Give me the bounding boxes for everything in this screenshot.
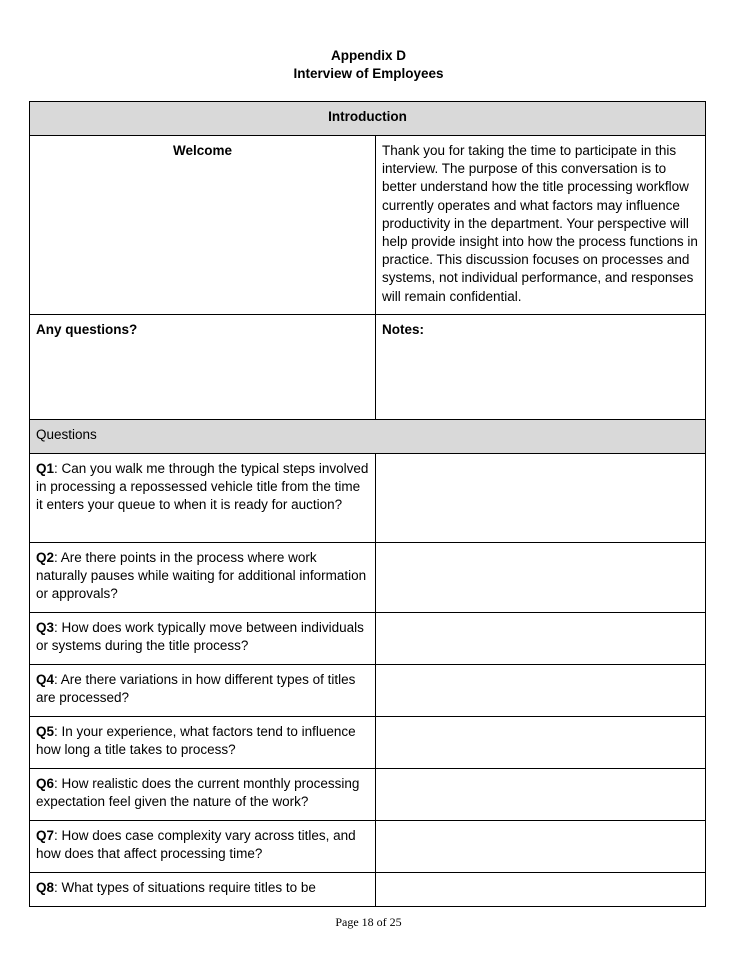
question-row bbox=[30, 769, 706, 821]
answer-cell[interactable] bbox=[376, 665, 706, 717]
question-id: Q7 bbox=[36, 828, 55, 843]
question-row bbox=[30, 717, 706, 769]
answer-cell[interactable] bbox=[376, 873, 706, 907]
document-title: Interview of Employees bbox=[293, 66, 444, 81]
question-row bbox=[30, 873, 706, 907]
question-text: : Are there points in the process where work naturally pauses while waiting for additional information or approvals? bbox=[36, 550, 367, 602]
appendix-label: Appendix D bbox=[330, 48, 406, 63]
question-cell bbox=[30, 613, 376, 665]
welcome-row bbox=[30, 136, 706, 315]
welcome-label: Welcome bbox=[30, 136, 376, 315]
question-text: : Are there variations in how different types of titles are processed? bbox=[36, 672, 356, 706]
introduction-header-row bbox=[30, 102, 706, 136]
page-number: Page 18 of 25 bbox=[335, 915, 402, 929]
question-id: Q6 bbox=[36, 776, 55, 791]
questions-heading: Questions bbox=[30, 420, 706, 454]
answer-cell[interactable] bbox=[376, 717, 706, 769]
question-id: Q2 bbox=[36, 550, 55, 565]
question-text: : What types of situations require titles to be bbox=[54, 880, 316, 895]
document-header bbox=[0, 47, 737, 83]
questions-header-row bbox=[30, 420, 706, 454]
question-row bbox=[30, 454, 706, 543]
question-cell bbox=[30, 769, 376, 821]
question-cell bbox=[30, 665, 376, 717]
question-row bbox=[30, 543, 706, 613]
question-cell bbox=[30, 717, 376, 769]
notes-label: Notes: bbox=[376, 315, 706, 420]
answer-cell[interactable] bbox=[376, 543, 706, 613]
question-text: : How realistic does the current monthly processing expectation feel given the nature of the work? bbox=[36, 776, 360, 810]
question-id: Q8 bbox=[36, 880, 55, 895]
question-cell bbox=[30, 821, 376, 873]
question-id: Q3 bbox=[36, 620, 55, 635]
answer-cell[interactable] bbox=[376, 454, 706, 543]
question-cell bbox=[30, 454, 376, 543]
answer-cell[interactable] bbox=[376, 769, 706, 821]
question-text: : How does case complexity vary across titles, and how does that affect processing time? bbox=[36, 828, 356, 862]
question-cell bbox=[30, 873, 376, 907]
interview-form-table bbox=[29, 101, 706, 907]
question-text: : Can you walk me through the typical steps involved in processing a repossessed vehicle title from the time it enters your queue to when it is ready for auction? bbox=[36, 461, 369, 513]
any-questions-label: Any questions? bbox=[30, 315, 376, 420]
answer-cell[interactable] bbox=[376, 821, 706, 873]
question-id: Q5 bbox=[36, 724, 55, 739]
question-row bbox=[30, 613, 706, 665]
question-row bbox=[30, 665, 706, 717]
answer-cell[interactable] bbox=[376, 613, 706, 665]
introduction-heading: Introduction bbox=[30, 102, 706, 136]
welcome-text: Thank you for taking the time to participate in this interview. The purpose of this conversation is to better understand how the title processing workflow currently operates and what factors may influence productivity in the department. Your perspective will help provide insight into how the process functions in practice. This discussion focuses on processes and systems, not individual performance, and responses will remain confidential. bbox=[376, 136, 706, 315]
question-id: Q1 bbox=[36, 461, 55, 476]
question-text: : In your experience, what factors tend to influence how long a title takes to process? bbox=[36, 724, 356, 758]
questions-notes-row bbox=[30, 315, 706, 420]
question-cell bbox=[30, 543, 376, 613]
question-row bbox=[30, 821, 706, 873]
question-text: : How does work typically move between individuals or systems during the title process? bbox=[36, 620, 364, 654]
question-id: Q4 bbox=[36, 672, 55, 687]
